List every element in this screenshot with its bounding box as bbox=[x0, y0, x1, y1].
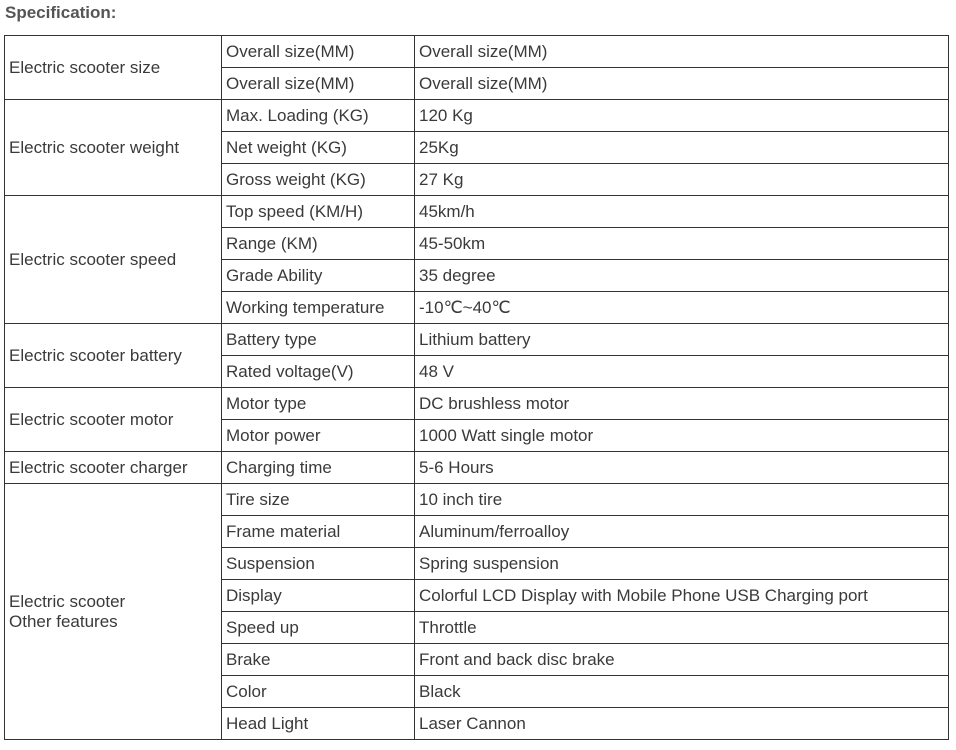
spec-parameter: Gross weight (KG) bbox=[222, 164, 415, 196]
spec-parameter: Net weight (KG) bbox=[222, 132, 415, 164]
specification-table bbox=[4, 35, 949, 740]
spec-parameter: Color bbox=[222, 676, 415, 708]
spec-parameter: Motor power bbox=[222, 420, 415, 452]
spec-group-label bbox=[5, 452, 222, 484]
spec-value: Black bbox=[415, 676, 949, 708]
spec-value: Lithium battery bbox=[415, 324, 949, 356]
spec-group-label-line: Electric scooter speed bbox=[9, 249, 177, 269]
spec-group-label bbox=[5, 324, 222, 388]
spec-parameter: Battery type bbox=[222, 324, 415, 356]
spec-parameter: Overall size(MM) bbox=[222, 68, 415, 100]
spec-value: 120 Kg bbox=[415, 100, 949, 132]
spec-value: 45-50km bbox=[415, 228, 949, 260]
table-row bbox=[5, 196, 949, 228]
table-row bbox=[5, 452, 949, 484]
spec-parameter: Charging time bbox=[222, 452, 415, 484]
spec-parameter: Max. Loading (KG) bbox=[222, 100, 415, 132]
spec-parameter: Overall size(MM) bbox=[222, 36, 415, 68]
spec-value: 5-6 Hours bbox=[415, 452, 949, 484]
spec-group-label bbox=[5, 484, 222, 740]
spec-parameter: Working temperature bbox=[222, 292, 415, 324]
spec-group-label-line: Electric scooter weight bbox=[9, 137, 180, 157]
page-title: Specification: bbox=[5, 3, 117, 22]
table-row bbox=[5, 484, 949, 516]
spec-group-label bbox=[5, 388, 222, 452]
spec-group-label bbox=[5, 36, 222, 100]
spec-parameter: Motor type bbox=[222, 388, 415, 420]
specification-table-body bbox=[5, 36, 949, 740]
spec-value: DC brushless motor bbox=[415, 388, 949, 420]
table-row bbox=[5, 36, 949, 68]
spec-group-label-line: Electric scooter battery bbox=[9, 345, 182, 365]
spec-value: -10℃~40℃ bbox=[415, 292, 949, 324]
spec-value: Laser Cannon bbox=[415, 708, 949, 740]
spec-value: Colorful LCD Display with Mobile Phone USB Charging port bbox=[415, 580, 949, 612]
spec-value: Spring suspension bbox=[415, 548, 949, 580]
spec-parameter: Rated voltage(V) bbox=[222, 356, 415, 388]
spec-parameter: Suspension bbox=[222, 548, 415, 580]
spec-value: 10 inch tire bbox=[415, 484, 949, 516]
spec-value: 45km/h bbox=[415, 196, 949, 228]
spec-parameter: Grade Ability bbox=[222, 260, 415, 292]
spec-parameter: Head Light bbox=[222, 708, 415, 740]
spec-value: Throttle bbox=[415, 612, 949, 644]
spec-group-label-line: Electric scooter charger bbox=[9, 457, 188, 477]
spec-value: 1000 Watt single motor bbox=[415, 420, 949, 452]
spec-value: 25Kg bbox=[415, 132, 949, 164]
spec-value: Aluminum/ferroalloy bbox=[415, 516, 949, 548]
spec-value: Overall size(MM) bbox=[415, 36, 949, 68]
spec-parameter: Frame material bbox=[222, 516, 415, 548]
spec-value: Overall size(MM) bbox=[415, 68, 949, 100]
spec-group-label bbox=[5, 196, 222, 324]
spec-parameter: Speed up bbox=[222, 612, 415, 644]
spec-value: Front and back disc brake bbox=[415, 644, 949, 676]
spec-group-label-line: Electric scooter size bbox=[9, 57, 161, 77]
spec-value: 35 degree bbox=[415, 260, 949, 292]
spec-value: 48 V bbox=[415, 356, 949, 388]
spec-group-label-line: Electric scooter motor bbox=[9, 409, 174, 429]
spec-parameter: Tire size bbox=[222, 484, 415, 516]
spec-group-label-line: Electric scooter bbox=[9, 591, 126, 611]
spec-parameter: Brake bbox=[222, 644, 415, 676]
spec-group-label bbox=[5, 100, 222, 196]
table-row bbox=[5, 388, 949, 420]
spec-parameter: Top speed (KM/H) bbox=[222, 196, 415, 228]
table-row bbox=[5, 100, 949, 132]
spec-value: 27 Kg bbox=[415, 164, 949, 196]
table-row bbox=[5, 324, 949, 356]
spec-group-label-line: Other features bbox=[9, 611, 118, 631]
spec-parameter: Display bbox=[222, 580, 415, 612]
spec-parameter: Range (KM) bbox=[222, 228, 415, 260]
